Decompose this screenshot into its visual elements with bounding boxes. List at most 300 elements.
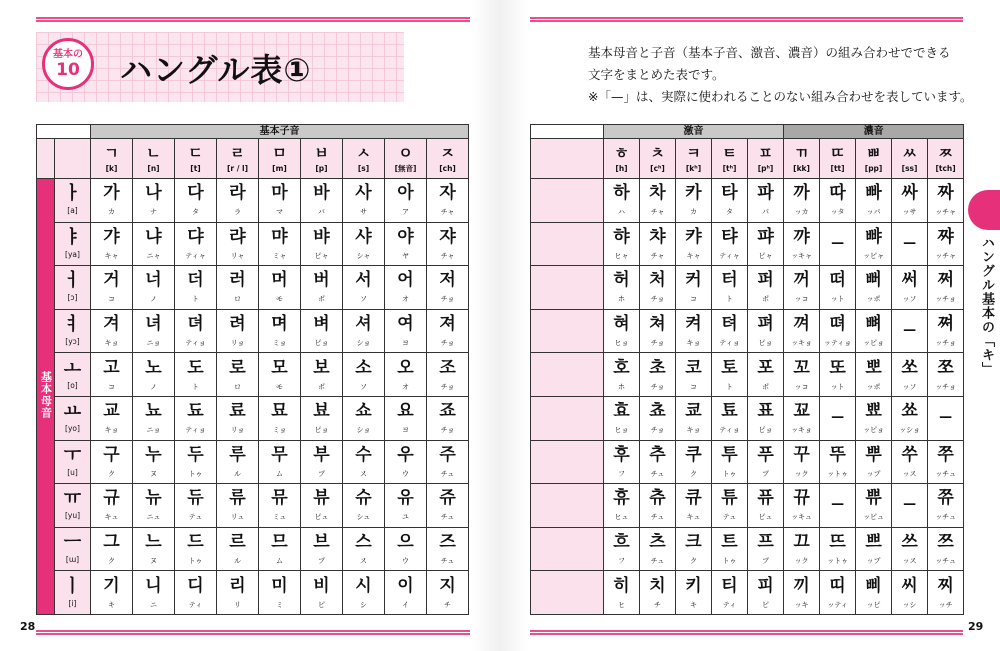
syllable-cell	[427, 396, 469, 440]
katakana-reading: ト	[726, 295, 733, 304]
vowel-letter: ㅓ	[63, 270, 82, 292]
katakana-reading: ティョ	[185, 339, 206, 348]
syllable-cell	[91, 309, 133, 353]
katakana-reading: テュ	[188, 513, 203, 522]
hangul-syllable: 구	[103, 444, 120, 465]
syllable-cell	[820, 527, 856, 571]
table-row	[37, 571, 469, 615]
katakana-reading: ス	[360, 469, 367, 478]
syllable-cell	[676, 527, 712, 571]
hangul-syllable: 규	[103, 488, 120, 509]
katakana-reading: サ	[360, 208, 367, 217]
syllable-cell	[604, 527, 640, 571]
syllable-cell	[640, 222, 676, 266]
vowel-header	[55, 440, 91, 484]
syllable-cell	[91, 571, 133, 615]
hangul-syllable: 뱌	[313, 226, 330, 247]
hangul-syllable: 퍄	[757, 226, 774, 247]
syllable-cell	[427, 527, 469, 571]
consonant-romanization: [ss]	[901, 163, 918, 173]
hangul-syllable: 뼈	[865, 314, 882, 335]
hangul-syllable: 거	[103, 270, 120, 291]
consonant-romanization: [kk]	[793, 163, 810, 173]
hangul-syllable: 호	[613, 357, 630, 378]
syllable-cell	[175, 396, 217, 440]
hangul-syllable: 펴	[757, 314, 774, 335]
syllable-cell	[259, 571, 301, 615]
syllable-cell	[748, 309, 784, 353]
syllable-cell	[856, 353, 892, 397]
table-row	[531, 484, 964, 528]
hangul-syllable: 찌	[937, 575, 954, 596]
syllable-cell	[133, 309, 175, 353]
hangul-syllable: 초	[649, 357, 666, 378]
hangul-syllable: 치	[649, 575, 666, 596]
syllable-cell	[301, 309, 343, 353]
hangul-syllable: 후	[613, 444, 630, 465]
hangul-syllable: 냐	[145, 226, 162, 247]
hangul-syllable: 텨	[721, 314, 738, 335]
katakana-reading: フ	[618, 557, 625, 566]
katakana-reading: オ	[402, 295, 409, 304]
hangul-syllable: 프	[757, 532, 774, 553]
hangul-syllable: 니	[145, 575, 162, 596]
katakana-reading: ウ	[402, 469, 409, 478]
syllable-cell	[640, 484, 676, 528]
consonant-letter: ㄴ	[146, 143, 161, 162]
consonant-romanization: [n]	[147, 163, 160, 173]
hangul-syllable: 지	[439, 575, 456, 596]
katakana-reading: プ	[318, 469, 325, 478]
hangul-syllable: 쓰	[901, 532, 918, 553]
hangul-syllable: 도	[187, 357, 204, 378]
consonant-letter: ㄲ	[794, 143, 809, 162]
consonant-letter: ㅁ	[272, 143, 287, 162]
hangul-syllable: 묘	[271, 401, 288, 422]
consonant-header	[175, 139, 217, 179]
consonant-romanization: [無音]	[394, 163, 417, 173]
katakana-reading: トゥ	[188, 557, 203, 566]
hangul-syllable: 효	[613, 401, 630, 422]
syllable-cell	[856, 266, 892, 310]
syllable-cell	[301, 266, 343, 310]
hangul-syllable: 슈	[355, 488, 372, 509]
hangul-syllable: 버	[313, 270, 330, 291]
syllable-cell	[820, 266, 856, 310]
vowel-letter: ㅣ	[63, 575, 82, 597]
katakana-reading: ット	[830, 295, 845, 304]
table-row	[37, 484, 469, 528]
syllable-cell	[856, 179, 892, 223]
hangul-syllable: 아	[397, 183, 414, 204]
syllable-cell	[343, 309, 385, 353]
vowel-letter: ㅛ	[63, 401, 82, 423]
hangul-syllable: 드	[187, 532, 204, 553]
consonant-letter: ㅅ	[356, 143, 371, 162]
hangul-syllable: 쑈	[901, 401, 918, 422]
katakana-reading: ッコ	[794, 295, 809, 304]
katakana-reading: ハ	[618, 208, 625, 217]
katakana-reading: ティ	[722, 600, 737, 609]
katakana-reading: ポ	[762, 382, 770, 391]
hangul-syllable: 너	[145, 270, 162, 291]
row-spacer	[531, 179, 604, 223]
table-row	[531, 440, 964, 484]
katakana-reading: ッチョ	[935, 382, 956, 391]
vowel-header	[55, 179, 91, 223]
hangul-syllable: 므	[271, 532, 288, 553]
katakana-reading: コ	[690, 295, 697, 304]
hangul-syllable: 두	[187, 444, 204, 465]
consonant-header	[427, 139, 469, 179]
hangul-syllable: 이	[397, 575, 414, 596]
consonant-romanization: [p]	[315, 163, 328, 173]
katakana-reading: ッス	[902, 469, 917, 478]
syllable-cell	[133, 396, 175, 440]
row-spacer	[531, 353, 604, 397]
hangul-syllable: 따	[829, 183, 846, 204]
syllable-cell	[856, 527, 892, 571]
katakana-reading: ル	[234, 469, 241, 478]
consonant-letter: ㅊ	[650, 143, 665, 162]
katakana-reading: ミョ	[272, 339, 287, 348]
syllable-cell	[259, 266, 301, 310]
hangul-syllable: 뗘	[829, 314, 846, 335]
syllable-cell	[385, 179, 427, 223]
katakana-reading: チャ	[650, 208, 665, 217]
katakana-reading: キョ	[104, 426, 119, 435]
katakana-reading: ピャ	[314, 251, 329, 260]
hangul-syllable: 저	[439, 270, 456, 291]
hangul-syllable: 뉴	[145, 488, 162, 509]
syllable-cell	[259, 440, 301, 484]
syllable-cell	[604, 266, 640, 310]
hangul-syllable: 쩌	[937, 270, 954, 291]
syllable-cell	[676, 309, 712, 353]
katakana-reading: ットゥ	[827, 469, 848, 478]
consonant-header	[820, 139, 856, 179]
katakana-reading: ッカ	[794, 208, 809, 217]
syllable-cell	[343, 266, 385, 310]
vowel-header	[55, 266, 91, 310]
katakana-reading: チョ	[440, 339, 455, 348]
hangul-syllable: 쥬	[439, 488, 456, 509]
syllable-cell	[892, 266, 928, 310]
katakana-reading: ッシ	[902, 600, 917, 609]
consonant-header	[748, 139, 784, 179]
katakana-reading: ク	[690, 557, 697, 566]
hangul-syllable: 토	[721, 357, 738, 378]
syllable-cell	[427, 353, 469, 397]
katakana-reading: キョ	[686, 426, 701, 435]
syllable-cell	[928, 309, 964, 353]
katakana-reading: ピョ	[758, 426, 773, 435]
syllable-cell	[343, 396, 385, 440]
katakana-reading: ロ	[234, 295, 241, 304]
unused-combination: —	[939, 410, 953, 426]
katakana-reading: ティョ	[185, 426, 206, 435]
hangul-syllable: 꺼	[793, 270, 810, 291]
katakana-reading: ッチュ	[935, 557, 956, 566]
katakana-reading: モ	[276, 295, 283, 304]
consonant-header	[133, 139, 175, 179]
consonant-letter: ㅃ	[866, 143, 881, 162]
hangul-syllable: 흐	[613, 532, 630, 553]
hangul-syllable: 타	[721, 183, 738, 204]
hangul-syllable: 즈	[439, 532, 456, 553]
hangul-syllable: 보	[313, 357, 330, 378]
katakana-reading: ニ	[150, 600, 157, 609]
table-row	[37, 353, 469, 397]
syllable-cell	[712, 222, 748, 266]
table-corner	[531, 139, 604, 179]
katakana-reading: ティ	[188, 600, 203, 609]
vowel-letter: ㅜ	[63, 444, 82, 466]
katakana-reading: ロ	[234, 382, 241, 391]
table-row	[37, 440, 469, 484]
katakana-reading: チュ	[650, 513, 665, 522]
table-row	[531, 571, 964, 615]
hangul-syllable: 큐	[685, 488, 702, 509]
syllable-cell	[217, 484, 259, 528]
syllable-cell	[748, 527, 784, 571]
katakana-reading: ト	[192, 295, 199, 304]
row-spacer	[531, 484, 604, 528]
syllable-cell	[604, 179, 640, 223]
syllable-cell	[820, 353, 856, 397]
katakana-reading: チョ	[650, 382, 665, 391]
syllable-cell	[712, 527, 748, 571]
hangul-syllable: 처	[649, 270, 666, 291]
hangul-syllable: 쨔	[937, 226, 954, 247]
hangul-syllable: 러	[229, 270, 246, 291]
syllable-cell	[175, 484, 217, 528]
katakana-reading: ッキャ	[791, 251, 813, 260]
hangul-syllable: 피	[757, 575, 774, 596]
syllable-cell	[820, 396, 856, 440]
katakana-reading: ッポ	[866, 382, 881, 391]
hangul-syllable: 주	[439, 444, 456, 465]
katakana-reading: チャ	[440, 208, 455, 217]
syllable-cell	[892, 309, 928, 353]
syllable-cell	[820, 309, 856, 353]
syllable-cell	[259, 179, 301, 223]
syllable-cell	[385, 353, 427, 397]
syllable-cell	[133, 484, 175, 528]
katakana-reading: ッチャ	[935, 251, 956, 260]
consonant-letter: ㅌ	[722, 143, 737, 162]
katakana-reading: ラ	[234, 208, 241, 217]
hangul-syllable: 부	[313, 444, 330, 465]
hangul-syllable: 퍼	[757, 270, 774, 291]
katakana-reading: ッタ	[830, 208, 845, 217]
table-row	[531, 396, 964, 440]
hangul-syllable: 튜	[721, 488, 738, 509]
syllable-cell	[676, 484, 712, 528]
syllable-cell	[91, 179, 133, 223]
consonant-header	[892, 139, 928, 179]
consonant-romanization: [s]	[357, 163, 370, 173]
hangul-syllable: 뿌	[865, 444, 882, 465]
hangul-syllable: 요	[397, 401, 414, 422]
syllable-cell	[892, 396, 928, 440]
katakana-reading: ホ	[618, 295, 625, 304]
consonant-romanization: [h]	[615, 163, 628, 173]
hangul-syllable: 빠	[865, 183, 882, 204]
unused-combination: —	[903, 323, 917, 339]
katakana-reading: チ	[444, 600, 452, 609]
syllable-cell	[928, 527, 964, 571]
consonant-romanization: [pʰ]	[757, 163, 774, 173]
row-spacer	[531, 222, 604, 266]
katakana-reading: ッティョ	[823, 339, 852, 348]
katakana-reading: ル	[234, 557, 241, 566]
hangul-syllable: 햐	[613, 226, 630, 247]
hangul-syllable: 껴	[793, 314, 810, 335]
syllable-cell	[343, 353, 385, 397]
syllable-cell	[343, 179, 385, 223]
syllable-cell	[175, 353, 217, 397]
vowel-header	[55, 309, 91, 353]
hangul-syllable: 댜	[187, 226, 204, 247]
syllable-cell	[385, 309, 427, 353]
row-spacer	[531, 266, 604, 310]
vowel-header	[55, 222, 91, 266]
katakana-reading: ティャ	[185, 251, 206, 260]
syllable-cell	[604, 571, 640, 615]
katakana-reading: ピ	[762, 600, 770, 609]
hangul-syllable: 녀	[145, 314, 162, 335]
katakana-reading: ヒョ	[614, 426, 629, 435]
syllable-cell	[676, 179, 712, 223]
syllable-cell	[217, 266, 259, 310]
consonant-romanization: [tch]	[935, 163, 956, 173]
katakana-reading: シュ	[356, 513, 371, 522]
unused-combination: —	[903, 497, 917, 513]
hangul-syllable: 쮸	[937, 488, 954, 509]
vowel-letter: ㅗ	[63, 357, 82, 379]
hangul-syllable: 느	[145, 532, 162, 553]
syllable-cell	[640, 309, 676, 353]
syllable-cell	[301, 527, 343, 571]
katakana-reading: ック	[794, 469, 809, 478]
katakana-reading: トゥ	[722, 469, 737, 478]
katakana-reading: イ	[402, 600, 409, 609]
katakana-reading: ミョ	[272, 426, 287, 435]
consonant-header	[91, 139, 133, 179]
syllable-cell	[385, 396, 427, 440]
syllable-cell	[427, 309, 469, 353]
syllable-cell	[133, 527, 175, 571]
syllable-cell	[892, 440, 928, 484]
katakana-reading: ッピョ	[863, 426, 885, 435]
hangul-syllable: 으	[397, 532, 414, 553]
katakana-reading: ト	[726, 382, 733, 391]
syllable-cell	[175, 571, 217, 615]
syllable-cell	[856, 396, 892, 440]
syllable-cell	[91, 222, 133, 266]
katakana-reading: ノ	[150, 295, 157, 304]
hangul-syllable: 먀	[271, 226, 288, 247]
syllable-cell	[91, 484, 133, 528]
vowel-letter: ㅑ	[63, 226, 82, 248]
description-line: ※「—」は、実際に使われることのない組み合わせを表しています。	[588, 89, 973, 104]
hangul-syllable: 크	[685, 532, 702, 553]
table-corner	[55, 139, 91, 179]
katakana-reading: リュ	[230, 513, 245, 522]
syllable-cell	[928, 222, 964, 266]
syllable-cell	[712, 353, 748, 397]
katakana-reading: ピ	[318, 600, 325, 609]
syllable-cell	[892, 179, 928, 223]
hangul-syllable: 무	[271, 444, 288, 465]
hangul-syllable: 써	[901, 270, 918, 291]
table-row	[37, 222, 469, 266]
katakana-reading: チ	[654, 600, 661, 609]
syllable-cell	[217, 222, 259, 266]
syllable-cell	[343, 484, 385, 528]
katakana-reading: キャ	[686, 251, 701, 260]
syllable-cell	[91, 266, 133, 310]
katakana-reading: キョ	[104, 339, 119, 348]
hangul-syllable: 뵤	[313, 401, 330, 422]
syllable-cell	[748, 396, 784, 440]
bottom-rule-right	[530, 630, 963, 635]
syllable-cell	[676, 440, 712, 484]
katakana-reading: ットゥ	[827, 557, 848, 566]
syllable-cell	[928, 179, 964, 223]
vowel-romanization: [yɔ]	[65, 337, 80, 347]
syllable-cell	[748, 353, 784, 397]
katakana-reading: カ	[690, 208, 697, 217]
syllable-cell	[427, 571, 469, 615]
consonant-header	[217, 139, 259, 179]
unused-combination: —	[831, 497, 845, 513]
katakana-reading: リョ	[230, 426, 245, 435]
katakana-reading: ッキュ	[791, 513, 813, 522]
consonant-romanization: [k]	[105, 163, 118, 173]
hangul-syllable: 고	[103, 357, 120, 378]
hangul-syllable: 브	[313, 532, 330, 553]
hangul-syllable: 수	[355, 444, 372, 465]
katakana-reading: ア	[402, 208, 409, 217]
table-row	[531, 309, 964, 353]
katakana-reading: ヤ	[402, 251, 409, 260]
syllable-cell	[784, 484, 820, 528]
syllable-cell	[640, 179, 676, 223]
description-line: 文字をまとめた表です。	[588, 67, 725, 82]
syllable-cell	[217, 571, 259, 615]
syllable-cell	[259, 222, 301, 266]
hangul-syllable: 쟈	[439, 226, 456, 247]
syllable-cell	[784, 266, 820, 310]
hangul-syllable: 마	[271, 183, 288, 204]
katakana-reading: チョ	[440, 382, 455, 391]
katakana-reading: ニョ	[146, 426, 161, 435]
syllable-cell	[784, 179, 820, 223]
syllable-cell	[217, 309, 259, 353]
syllable-cell	[427, 484, 469, 528]
katakana-reading: ヒュ	[614, 513, 629, 522]
hangul-syllable: 까	[793, 183, 810, 204]
hangul-syllable: 비	[313, 575, 330, 596]
hangul-syllable: 투	[721, 444, 738, 465]
group-header-basic-consonants: 基本子音	[91, 125, 469, 139]
hangul-syllable: 려	[229, 314, 246, 335]
vowel-header	[55, 571, 91, 615]
katakana-reading: トゥ	[188, 469, 203, 478]
katakana-reading: ヌ	[150, 557, 157, 566]
